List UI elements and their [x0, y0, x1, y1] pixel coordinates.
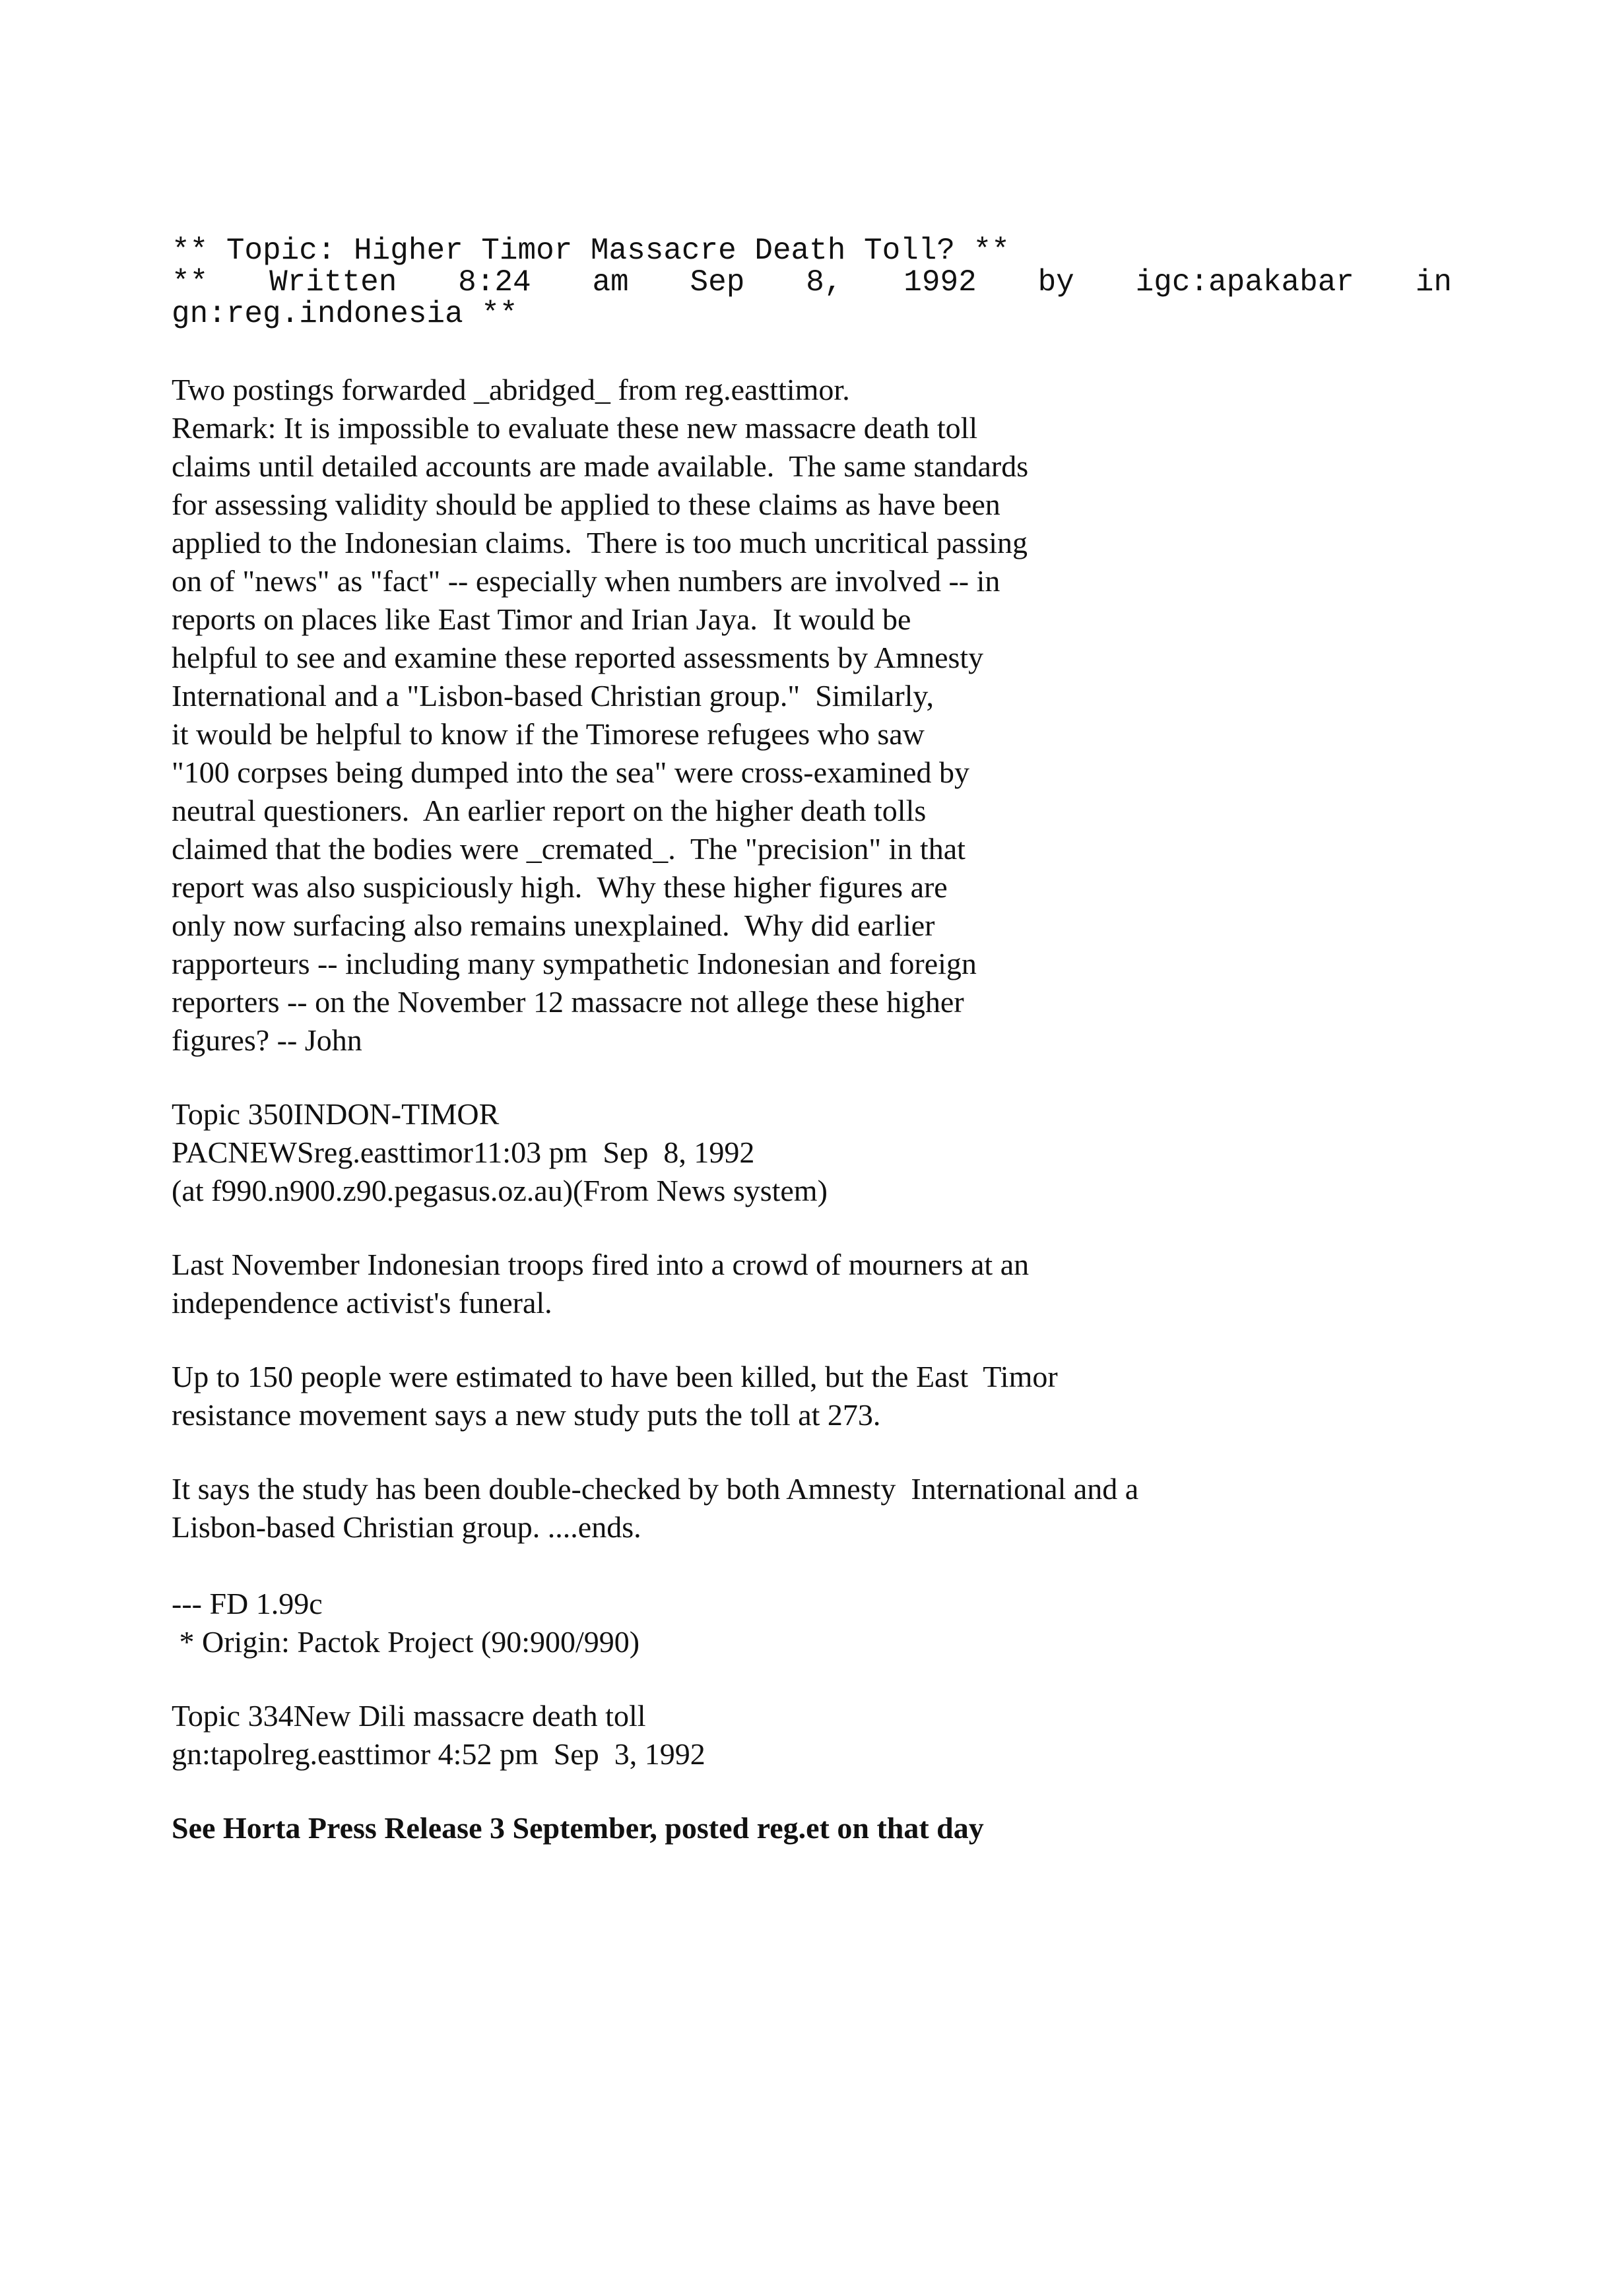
written-author: igc:apakabar [1135, 265, 1354, 300]
written-in: in [1415, 265, 1452, 300]
topic-350-origin: (at f990.n900.z90.pegasus.oz.au)(From News system) [172, 1174, 828, 1207]
remark-line: neutral questioners. An earlier report on the higher death tolls [172, 794, 927, 827]
remark-line: helpful to see and examine these reported assessments by Amnesty [172, 641, 984, 674]
written-stars: ** [172, 265, 209, 300]
written-month: Sep [690, 265, 745, 300]
remark-line: "100 corpses being dumped into the sea" were cross-examined by [172, 755, 969, 789]
fidonet-tearline: --- FD 1.99c [172, 1587, 323, 1620]
newsgroup-line: gn:reg.indonesia ** [172, 297, 518, 331]
topic-350-title: Topic 350INDON-TIMOR [172, 1097, 500, 1131]
topic-334-title: Topic 334New Dili massacre death toll [172, 1699, 646, 1733]
topic-header-line: ** Topic: Higher Timor Massacre Death Toll? ** [172, 234, 1010, 268]
remark-line: it would be helpful to know if the Timorese refugees who saw [172, 717, 925, 751]
remark-line: only now surfacing also remains unexplained. Why did earlier [172, 909, 935, 942]
remark-line: rapporteurs -- including many sympathetic Indonesian and foreign [172, 947, 977, 980]
written-time: 8:24 [458, 265, 531, 300]
fidonet-origin: * Origin: Pactok Project (90:900/990) [172, 1625, 640, 1659]
remark-line: claimed that the bodies were _cremated_. The "precision" in that [172, 832, 966, 866]
topic-350-source: PACNEWSreg.easttimor11:03 pm Sep 8, 1992 [172, 1135, 755, 1169]
remark-line: applied to the Indonesian claims. There is too much uncritical passing [172, 526, 1028, 559]
written-word: Written [269, 265, 397, 300]
remark-line: claims until detailed accounts are made available. The same standards [172, 449, 1029, 483]
news-paragraph-3-line: Lisbon-based Christian group. ....ends. [172, 1510, 641, 1544]
news-paragraph-2-line: resistance movement says a new study puts the toll at 273. [172, 1398, 881, 1432]
closing-note: See Horta Press Release 3 September, posted reg.et on that day [172, 1811, 984, 1845]
written-year: 1992 [903, 265, 977, 300]
remark-line: International and a "Lisbon-based Christian group." Similarly, [172, 679, 934, 713]
topic-334-source: gn:tapolreg.easttimor 4:52 pm Sep 3, 1992 [172, 1737, 705, 1771]
remark-line: on of "news" as "fact" -- especially when numbers are involved -- in [172, 564, 1000, 598]
news-paragraph-3-line: It says the study has been double-checked by both Amnesty International and a [172, 1472, 1139, 1506]
written-day: 8, [806, 265, 843, 300]
remark-line: Two postings forwarded _abridged_ from reg.easttimor. [172, 373, 850, 406]
news-paragraph-2-line: Up to 150 people were estimated to have been killed, but the East Timor [172, 1360, 1058, 1393]
news-paragraph-1-line: Last November Indonesian troops fired into a crowd of mourners at an [172, 1248, 1030, 1281]
remark-line: reports on places like East Timor and Irian Jaya. It would be [172, 602, 911, 636]
remark-line: for assessing validity should be applied to these claims as have been [172, 488, 1000, 521]
remark-line: report was also suspiciously high. Why these higher figures are [172, 870, 948, 904]
written-by: by [1037, 265, 1074, 300]
news-paragraph-1-line: independence activist's funeral. [172, 1286, 552, 1320]
remark-line: figures? -- John [172, 1023, 362, 1057]
remark-line: Remark: It is impossible to evaluate these new massacre death toll [172, 411, 978, 445]
remark-line: reporters -- on the November 12 massacre not allege these higher [172, 985, 964, 1019]
written-ampm: am [592, 265, 629, 300]
